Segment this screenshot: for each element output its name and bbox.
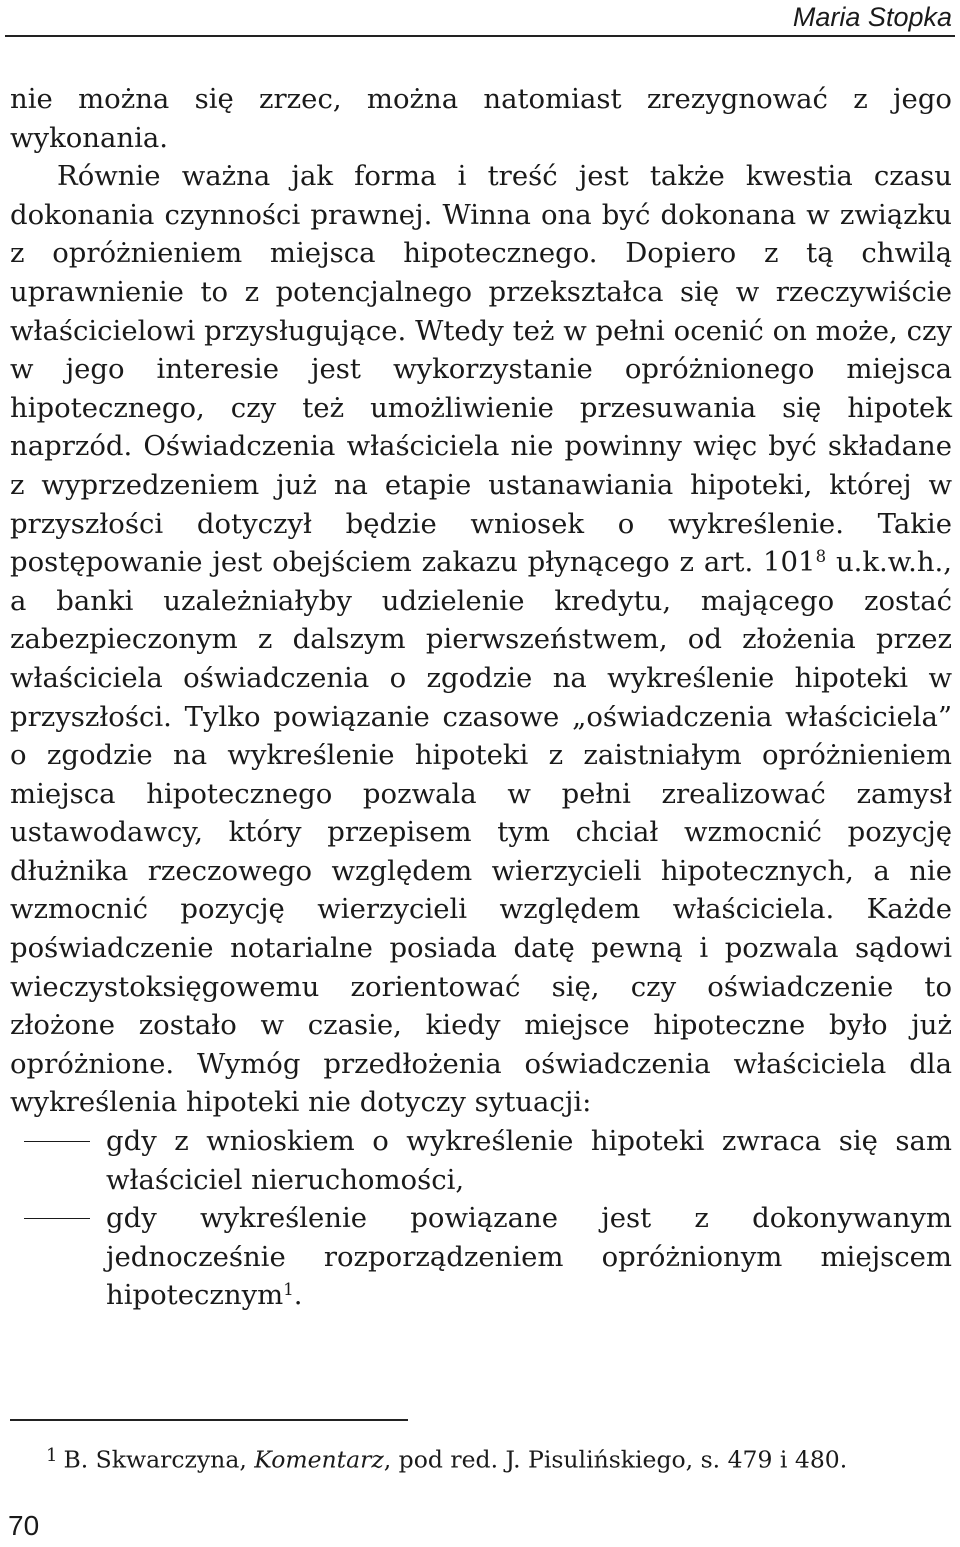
dash-marker <box>24 1141 90 1142</box>
footnote-reference[interactable]: 1 <box>283 1280 294 1300</box>
running-head-author: Maria Stopka <box>792 2 952 32</box>
exceptions-list <box>10 1122 952 1315</box>
footnote-title: Komentarz <box>254 1445 384 1474</box>
footnote: $^1$ B. Skwarczyna, Komentarz, pod red. J. Pisulińskiego, s. 479 i 480. <box>46 1445 848 1474</box>
list-item: gdy wykreślenie powiązane jest z dokonywanym jednocześnie rozporządzeniem opróżnionym miejscem hipotecznym$^1$. <box>10 1199 952 1315</box>
header-rule <box>5 35 955 37</box>
paragraph-2-continuation: u.k.w.h., a banki uzależniałyby udzielenie kredytu, mającego zostać zabezpieczonym z dalszym pierwszeństwem, od złożenia przez właściciela oświadczenia o zgodzie na wykreślenie hipoteki w przyszłości. Tylko powiązanie czasowe „oświadczenia właściciela” o zgodzie na wykreślenie hipoteki z zaistniałym opróżnieniem miejsca hipotecznego pozwala w pełni zrealizować zamysł ustawodawcy, który przepisem tym chciał wzmocnić pozycję dłużnika rzeczowego względem wierzycieli hipotecznych, a nie wzmocnić pozycję wierzycieli względem właściciela. Każde poświadczenie notarialne posiada datę pewną i pozwala sądowi wieczystoksięgowemu zorientować się, czy oświadczenie to złożone zostało w czasie, kiedy miejsce hipoteczne było już opróżnione. Wymóg przedłożenia oświadczenia właściciela dla wykreślenia hipoteki nie dotyczy sytuacji: <box>10 546 953 1119</box>
page-number: 70 <box>8 1510 40 1541</box>
paragraph-2 <box>10 157 952 1122</box>
footnote-number: 1 <box>46 1445 58 1466</box>
dash-marker <box>24 1218 90 1219</box>
paragraph-2-text: Równie ważna jak forma i treść jest także kwestia czasu dokonania czynności prawnej. Winna ona być dokonana w związku z opróżnieniem miejsca hipotecznego. Dopiero z tą chwilą uprawnienie to z potencjalnego przekształca się w rzeczywiście właścicielowi przysługujące. Wtedy też w pełni ocenić on może, czy w jego interesie jest wykorzystanie opróżnionego miejsca hipotecznego, czy też umożliwienie przesuwania się hipotek naprzód. Oświadczenia właściciela nie powinny więc być składane z wyprzedzeniem już na etapie ustanawiania hipoteki, której w przyszłości dotyczył będzie wniosek o wykreślenie. Takie postępowanie jest obejściem zakazu płynącego z art. 101 <box>10 160 952 579</box>
footnote-rule <box>10 1419 408 1421</box>
article-superscript: 8 <box>815 547 827 567</box>
main-text <box>10 80 952 1315</box>
list-item: gdy z wnioskiem o wykreślenie hipoteki zwraca się sam właściciel nieruchomości, <box>10 1122 952 1199</box>
paragraph-1: nie można się zrzec, można natomiast zrezygnować z jego wykonania. <box>10 83 952 154</box>
page-header <box>0 0 960 38</box>
